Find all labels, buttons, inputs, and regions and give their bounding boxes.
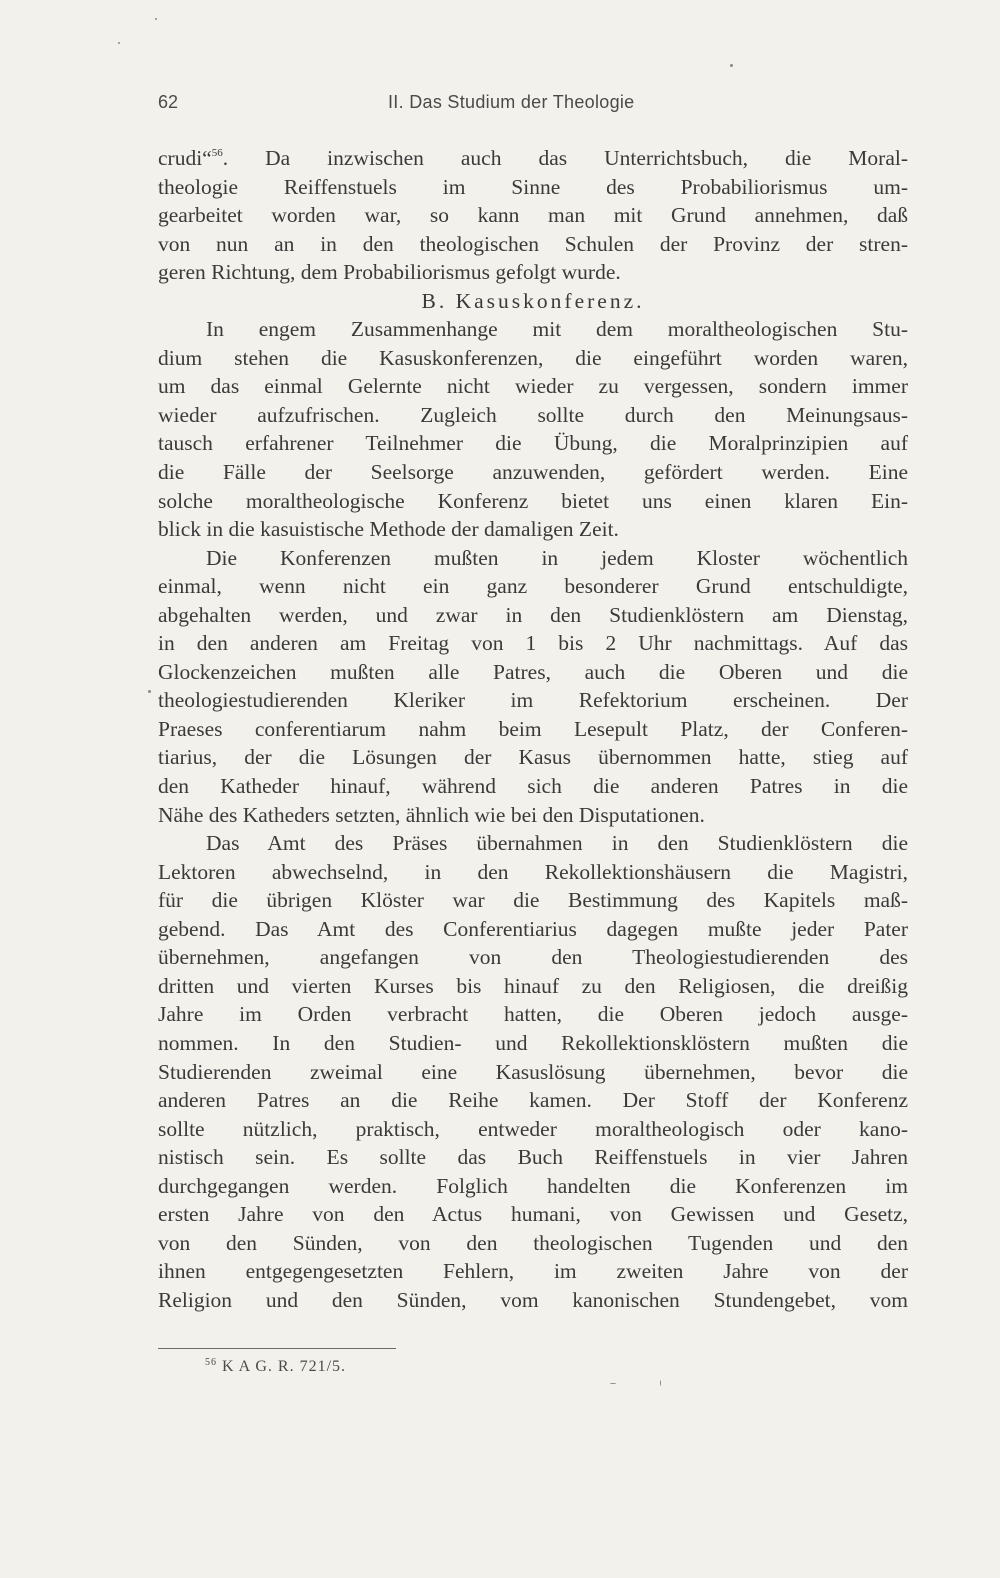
body-text [158,144,908,1314]
text-line: tausch erfahrener Teilnehmer die Übung, die Moralprinzipien auf [158,431,908,456]
text-line: Lektoren abwechselnd, in den Rekollektionshäusern die Magistri, [158,859,908,884]
footnote-divider [158,1348,396,1349]
text-line: dritten und vierten Kurses bis hinauf zu den Religiosen, die dreißig [158,973,908,998]
scan-speck [148,690,151,693]
footnote-reference: 56 [211,147,223,159]
text-line: um das einmal Gelernte nicht wieder zu vergessen, sondern immer [158,374,908,399]
text-line: crudi“$^{56}$. Da inzwischen auch das Unterrichtsbuch, die Moral- [158,146,908,170]
text-line: Religion und den Sünden, vom kanonischen Stundengebet, vom [158,1287,908,1312]
text-line: den Katheder hinauf, während sich die anderen Patres in die [158,774,908,799]
text-line: Studierenden zweimal eine Kasuslösung übernehmen, bevor die [158,1059,908,1084]
text-line: ihnen entgegengesetzten Fehlern, im zweiten Jahre von der [158,1259,908,1284]
text-line: nommen. In den Studien- und Rekollektionsklöstern mußten die [158,1030,908,1055]
text-line: theologie Reiffenstuels im Sinne des Probabiliorismus um- [158,174,908,199]
footnote-number: 56 [205,1357,217,1368]
text-line: von den Sünden, von den theologischen Tugenden und den [158,1230,908,1255]
text-line: sollte nützlich, praktisch, entweder moraltheologisch oder kano- [158,1116,908,1141]
text-line: gearbeitet worden war, so kann man mit Grund annehmen, daß [158,203,908,228]
scan-speck [118,42,120,44]
text-line: geren Richtung, dem Probabiliorismus gefolgt wurde. [158,260,621,285]
text-line: von nun an in den theologischen Schulen der Provinz der stren- [158,231,908,256]
text-line: in den anderen am Freitag von 1 bis 2 Uhr nachmittags. Auf das [158,631,908,656]
text-line: Glockenzeichen mußten alle Patres, auch die Oberen und die [158,659,908,684]
text-line: dium stehen die Kasuskonferenzen, die eingeführt worden waren, [158,345,908,370]
text-line: In engem Zusammenhange mit dem moraltheologischen Stu- [206,317,908,342]
scan-speck [730,64,733,67]
text-line: Nähe des Katheders setzten, ähnlich wie bei den Disputationen. [158,802,705,827]
text-line: ersten Jahre von den Actus humani, von Gewissen und Gesetz, [158,1202,908,1227]
scan-speck [660,1380,661,1386]
text-line: durchgegangen werden. Folglich handelten die Konferenzen im [158,1173,908,1198]
text-line: abgehalten werden, und zwar in den Studienklöstern am Dienstag, [158,602,908,627]
text-line: für die übrigen Klöster war die Bestimmung des Kapitels maß- [158,888,908,913]
text-line: Die Konferenzen mußten in jedem Kloster wöchentlich [206,545,908,570]
text-line: Praeses conferentiarum nahm beim Lesepult Platz, der Conferen- [158,716,908,741]
text-line: theologiestudierenden Kleriker im Refektorium erscheinen. Der [158,688,908,713]
scan-speck [610,1383,616,1384]
text-line: tiarius, der die Lösungen der Kasus übernommen hatte, stieg auf [158,745,908,770]
footnote [205,1358,346,1376]
text-line: nistisch sein. Es sollte das Buch Reiffenstuels in vier Jahren [158,1145,908,1170]
text-line: blick in die kasuistische Methode der damaligen Zeit. [158,517,619,542]
scan-speck [155,18,157,20]
running-title: II. Das Studium der Theologie [388,92,635,112]
text-line: anderen Patres an die Reihe kamen. Der Stoff der Konferenz [158,1088,908,1113]
text-line: einmal, wenn nicht ein ganz besonderer Grund entschuldigte, [158,574,908,599]
page-number: 62 [158,92,179,112]
footnote-text: K A G. R. 721/5. [222,1358,347,1375]
running-header [158,92,908,118]
section-heading: B. Kasuskonferenz. [421,288,645,313]
text-line: übernehmen, angefangen von den Theologiestudierenden des [158,945,908,970]
text-line: wieder aufzufrischen. Zugleich sollte durch den Meinungsaus- [158,402,908,427]
text-line: Jahre im Orden verbracht hatten, die Oberen jedoch ausge- [158,1002,908,1027]
text-line: die Fälle der Seelsorge anzuwenden, gefördert werden. Eine [158,460,908,485]
text-line: gebend. Das Amt des Conferentiarius dagegen mußte jeder Pater [158,916,908,941]
text-line: solche moraltheologische Konferenz bietet uns einen klaren Ein- [158,488,908,513]
text-line: Das Amt des Präses übernahmen in den Studienklöstern die [206,831,908,856]
